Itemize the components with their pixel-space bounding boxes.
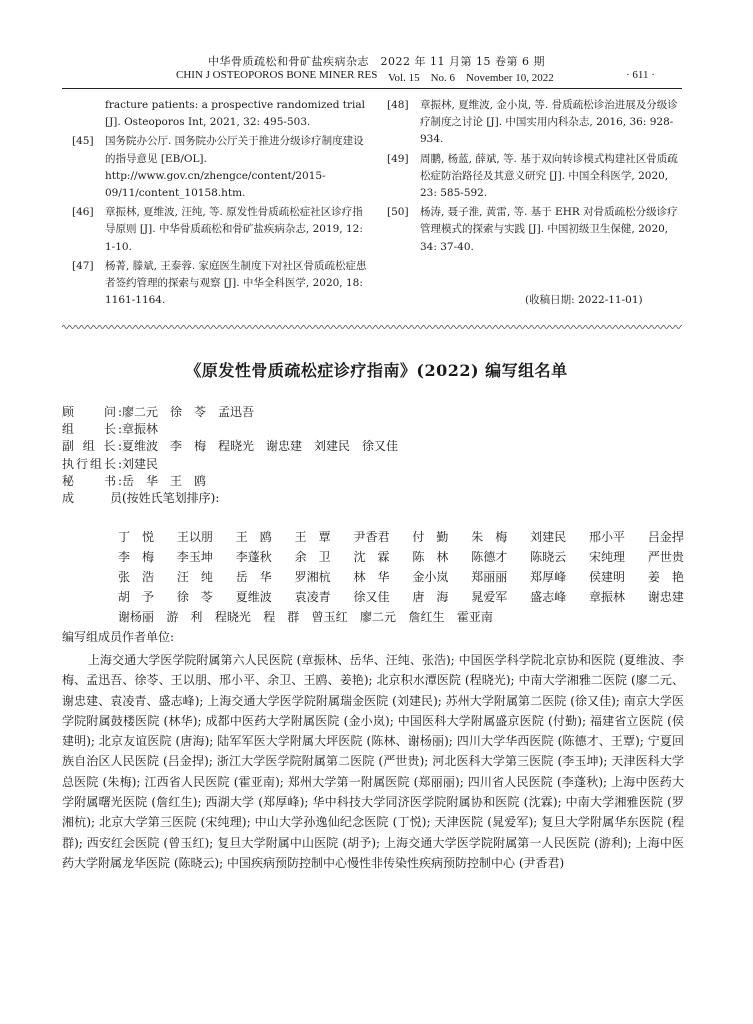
member-name: 唐 海 [412, 590, 449, 604]
role-row: 组 长: 章振林 [62, 422, 159, 437]
units-paragraph: 上海交通大学医学院附属第六人民医院 (章振林、岳华、汪纯、张浩); 中国医学科学院北京协和医院 (夏维波、李梅、孟迅吾、徐苓、王以朋、邢小平、余卫、王鸥、姜艳); 北京积水潭医院 (程晓光); 中南大学湘雅二医院 (廖二元、谢忠建、袁凌青、盛志峰); 上海交通大学医学院附属瑞金医院 (刘建民); 苏州大学附属第二医院 (徐又佳); 南京大学医学院附属鼓楼医院 (林华); 成都中医药大学附属医院 (金小岚); 中国医科大学附属盛京医院 (付勤); 福建省立医院 (侯建明); 北京友谊医院 (唐海); 陆军军医大学附属大坪医院 (陈林、谢杨丽); 四川大学华西医院 (陈德才、王覃); 宁夏回族自治区人民医院 (吕金捍); 浙江大学医学院附属第二医院 (严世贵); 河北医科大学第三医院 (李玉坤); 天津医科大学总医院 (朱梅); 江西省人民医院 (霍亚南); 郑州大学第一附属医院 (郑丽丽); 四川省人民医院 (李蓬秋); 上海中医药大学附属曙光医院 (詹红生); 西湖大学 (郑厚峰); 华中科技大学同济医学院附属协和医院 (沈霖); 中南大学湘雅医院 (罗湘杭); 北京大学第三医院 (宋纯理); 中山大学孙逸仙纪念医院 (丁悦); 天津医院 (晁爱军); 复旦大学附属华东医院 (程群); 西安红会医院 (曾玉红); 复旦大学附属中山医院 (胡予); 上海交通大学医学院附属第一人民医院 (游利); 上海中医药大学附属龙华医院 (陈晓云); 中国疾病预防控制中心慢性非传染性疾病预防控制中心 (尹香君) [62, 653, 684, 870]
member-name: 陈德才 [471, 550, 508, 564]
journal-abbrev: CHIN J OSTEOPOROS BONE MINER RES [176, 69, 378, 81]
journal-header-cn: 中华骨质疏松和骨矿盐疾病杂志 2022 年 11 月第 15 卷第 6 期 [208, 55, 545, 68]
member-row [118, 547, 684, 567]
member-name: 汪 纯 [176, 570, 213, 584]
member-name: 徐 苓 [176, 590, 213, 604]
member-name: 陈晓云 [530, 550, 567, 564]
article-title: 《原发性骨质疏松症诊疗指南》(2022) 编写组名单 [185, 361, 568, 380]
references-left-column [72, 97, 372, 311]
reference-item: fracture patients: a prospective randomized trial [J]. Osteoporos Int, 2021, 32: 495-503. [105, 99, 365, 129]
member-row [118, 567, 684, 587]
member-name: 盛志峰 [530, 590, 567, 604]
received-date: (收稿日期: 2022-11-01) [525, 294, 643, 306]
committee-roles [62, 404, 684, 507]
member-name: 章振林 [589, 590, 626, 604]
member-name: 宋纯理 [589, 550, 626, 564]
member-name: 沈 霖 [353, 550, 390, 564]
volume-info: Vol. 15 No. 6 November 10, 2022 [388, 72, 554, 84]
role-row: 副 组 长: 夏维波 李 梅 程晓光 谢忠建 刘建民 徐又佳 [62, 439, 399, 454]
role-row: 秘 书: 岳 华 王 鸥 [62, 473, 207, 488]
member-name: 郑厚峰 [530, 570, 567, 584]
member-name: 罗湘杭 [294, 570, 331, 584]
page-number: · 611 · [626, 69, 655, 81]
reference-item: [48] 章振林, 夏维波, 金小岚, 等. 骨质疏松诊治进展及分级诊疗制度之讨论 [J]. 中国实用内科杂志, 2016, 36: 928-934. [387, 99, 678, 146]
member-name: 郑丽丽 [471, 570, 508, 584]
member-name: 夏维波 [235, 590, 272, 604]
role-row: 执行组长: 刘建民 [62, 456, 159, 471]
member-name: 徐又佳 [353, 590, 390, 604]
member-name: 谢忠建 [647, 590, 684, 604]
member-name: 付 勤 [412, 530, 449, 544]
wavy-divider [62, 323, 682, 331]
role-row: 成 员 (按姓氏笔划排序): [62, 491, 220, 506]
member-name: 袁凌青 [294, 590, 331, 604]
member-name: 金小岚 [412, 570, 449, 584]
reference-item: [49] 周鹏, 杨蓝, 薛斌, 等. 基于双向转诊模式构建社区骨质疏松症防治路径及其意义研究 [J]. 中国全科医学, 2020, 23: 585-592. [387, 152, 678, 200]
member-name: 邢小平 [589, 530, 626, 544]
member-name: 严世贵 [647, 550, 684, 564]
member-name: 晁爱军 [471, 590, 508, 604]
reference-item: [45] 国务院办公厅. 国务院办公厅关于推进分级诊疗制度建设的指导意见 [EB/OL]. http://www.gov.cn/zhengce/content/2015-09/11/content_10158.htm. [72, 135, 364, 200]
member-row [118, 527, 684, 547]
member-name: 吕金捍 [647, 530, 684, 544]
member-list [118, 527, 684, 627]
units-heading: 编写组成员作者单位: [62, 630, 175, 644]
member-name: 尹香君 [353, 530, 390, 544]
member-name: 王 覃 [294, 530, 331, 544]
member-name: 李 梅 [118, 550, 155, 564]
member-name: 王 鸥 [235, 530, 272, 544]
member-name: 程晓光 [214, 610, 251, 624]
member-name: 余 卫 [294, 550, 331, 564]
member-name: 李玉坤 [176, 550, 213, 564]
member-name: 刘建民 [530, 530, 567, 544]
member-name: 朱 梅 [471, 530, 508, 544]
member-name: 霍亚南 [456, 610, 493, 624]
member-name: 廖二元 [360, 610, 397, 624]
member-name: 程 群 [263, 610, 300, 624]
member-name: 游 利 [166, 610, 203, 624]
header-rule [62, 88, 682, 89]
member-name: 曾玉红 [311, 610, 348, 624]
member-row [118, 607, 684, 627]
member-name: 谢杨丽 [118, 610, 155, 624]
references-right-column [387, 97, 683, 258]
member-row [118, 587, 684, 607]
member-name: 丁 悦 [118, 530, 155, 544]
reference-item: [46] 章振林, 夏维波, 汪纯, 等. 原发性骨质疏松症社区诊疗指导原则 [J]. 中华骨质疏松和骨矿盐疾病杂志, 2019, 12: 1-10. [72, 206, 363, 253]
member-name: 侯建明 [589, 570, 626, 584]
reference-item: [50] 杨涛, 聂子淮, 黄雷, 等. 基于 EHR 对骨质疏松分级诊疗管理模式的探索与实践 [J]. 中国初级卫生保健, 2020, 34: 37-40. [387, 206, 678, 253]
member-name: 李蓬秋 [235, 550, 272, 564]
member-name: 张 浩 [118, 570, 155, 584]
member-name: 詹红生 [408, 610, 445, 624]
member-name: 林 华 [353, 570, 390, 584]
member-name: 岳 华 [235, 570, 272, 584]
member-name: 姜 艳 [647, 570, 684, 584]
member-name: 王以朋 [176, 530, 213, 544]
member-name: 陈 林 [412, 550, 449, 564]
reference-item: [47] 杨菁, 滕斌, 王泰蓉. 家庭医生制度下对社区骨质疏松症患者签约管理的探索与观察 [J]. 中华全科医学, 2020, 18: 1161-1164. [72, 259, 367, 307]
role-row: 顾 问: 廖二元 徐 苓 孟迅吾 [62, 405, 255, 419]
member-name: 胡 予 [118, 590, 155, 604]
